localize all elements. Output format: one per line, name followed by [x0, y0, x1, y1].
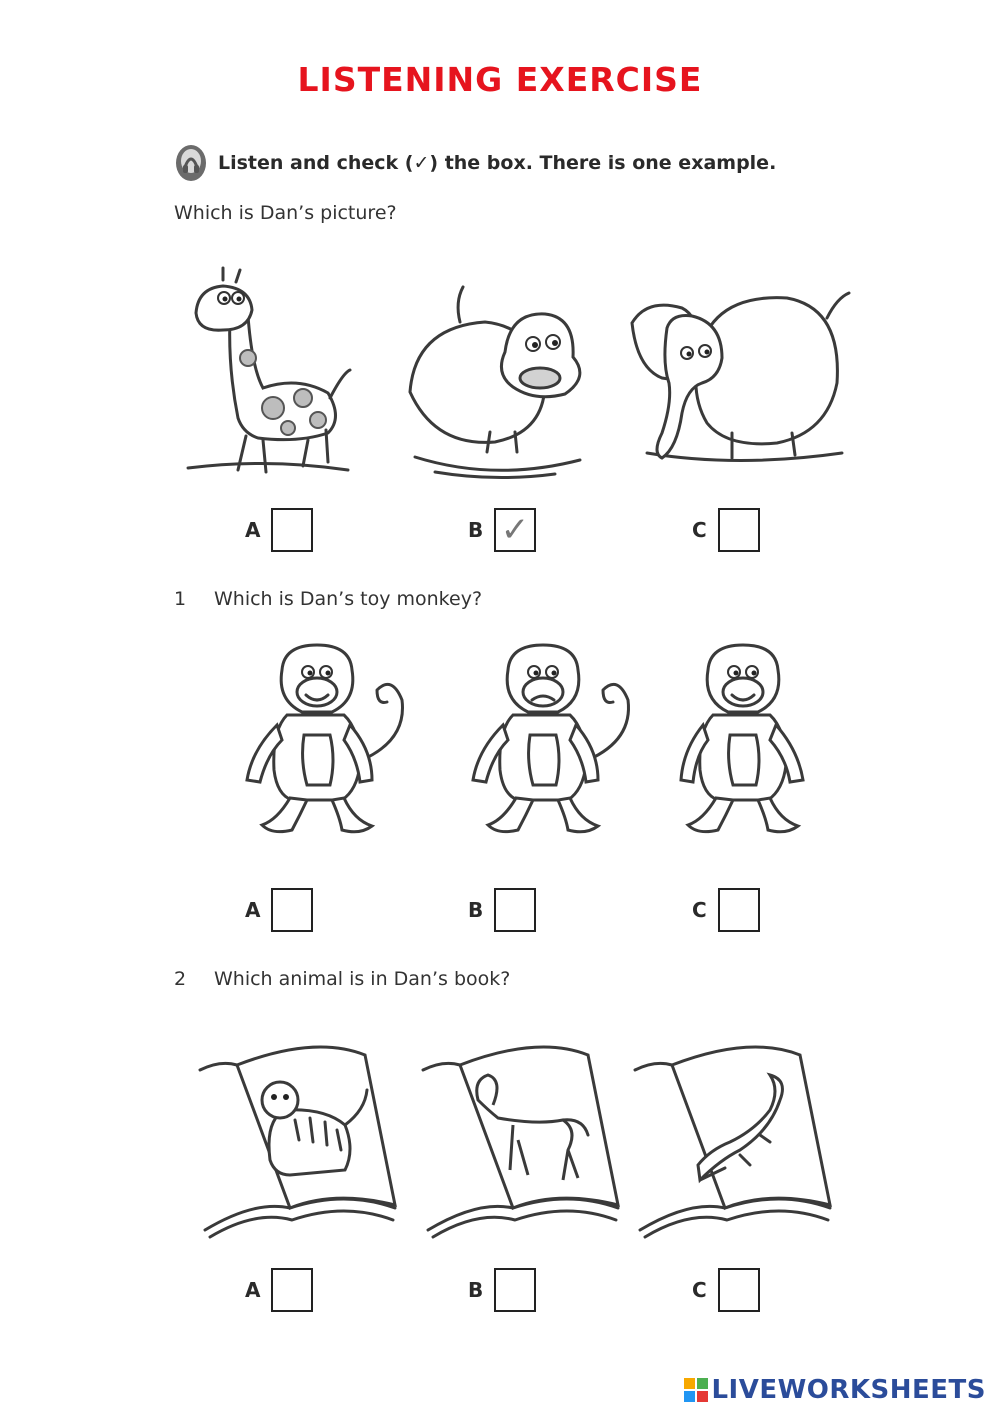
example-option-c[interactable]: [692, 508, 760, 552]
checkbox[interactable]: [271, 888, 313, 932]
option-letter: A: [245, 1278, 261, 1302]
checkbox[interactable]: [718, 888, 760, 932]
monkey-c-picture: [678, 640, 818, 855]
question-1: [174, 588, 482, 610]
checkbox[interactable]: [271, 508, 313, 552]
liveworksheets-logo-icon: [683, 1377, 709, 1403]
liveworksheets-logo[interactable]: [683, 1375, 986, 1405]
checkbox[interactable]: [494, 1268, 536, 1312]
option-letter: C: [692, 1278, 707, 1302]
book-tiger-picture: [195, 1030, 400, 1240]
q1-option-b[interactable]: [468, 888, 536, 932]
checkbox[interactable]: [494, 888, 536, 932]
option-letter: C: [692, 898, 707, 922]
question-number: 1: [174, 588, 187, 610]
checkbox-checked[interactable]: ✓: [494, 508, 536, 552]
monkey-a-picture: [232, 640, 417, 855]
option-letter: B: [468, 518, 484, 542]
question-2: [174, 968, 510, 990]
question-number: 2: [174, 968, 187, 990]
option-letter: C: [692, 518, 707, 542]
q2-option-a[interactable]: [245, 1268, 313, 1312]
checkbox[interactable]: [718, 1268, 760, 1312]
checkbox[interactable]: [718, 508, 760, 552]
q2-option-c[interactable]: [692, 1268, 760, 1312]
instruction-line: [174, 138, 776, 188]
checkbox[interactable]: [271, 1268, 313, 1312]
book-crocodile-picture: [630, 1030, 835, 1240]
q2-option-b[interactable]: [468, 1268, 536, 1312]
elephant-picture: [627, 283, 852, 473]
example-question: Which is Dan’s picture?: [174, 202, 397, 224]
audio-track-icon: [174, 143, 208, 183]
q1-option-a[interactable]: [245, 888, 313, 932]
monkey-b-picture: [458, 640, 643, 855]
page-title: LISTENING EXERCISE: [297, 60, 703, 99]
hippo-picture: [395, 282, 595, 482]
example-option-b[interactable]: [468, 508, 536, 552]
option-letter: B: [468, 898, 484, 922]
book-horse-picture: [418, 1030, 623, 1240]
instruction-text: Listen and check (✓) the box. There is one example.: [218, 152, 777, 174]
option-letter: A: [245, 898, 261, 922]
option-letter: A: [245, 518, 261, 542]
q1-option-c[interactable]: [692, 888, 760, 932]
option-letter: B: [468, 1278, 484, 1302]
question-text: Which animal is in Dan’s book?: [214, 968, 511, 990]
question-text: Which is Dan’s toy monkey?: [214, 588, 483, 610]
logo-text: LIVEWORKSHEETS: [711, 1375, 986, 1405]
example-option-a[interactable]: [245, 508, 313, 552]
giraffe-picture: [178, 258, 358, 483]
